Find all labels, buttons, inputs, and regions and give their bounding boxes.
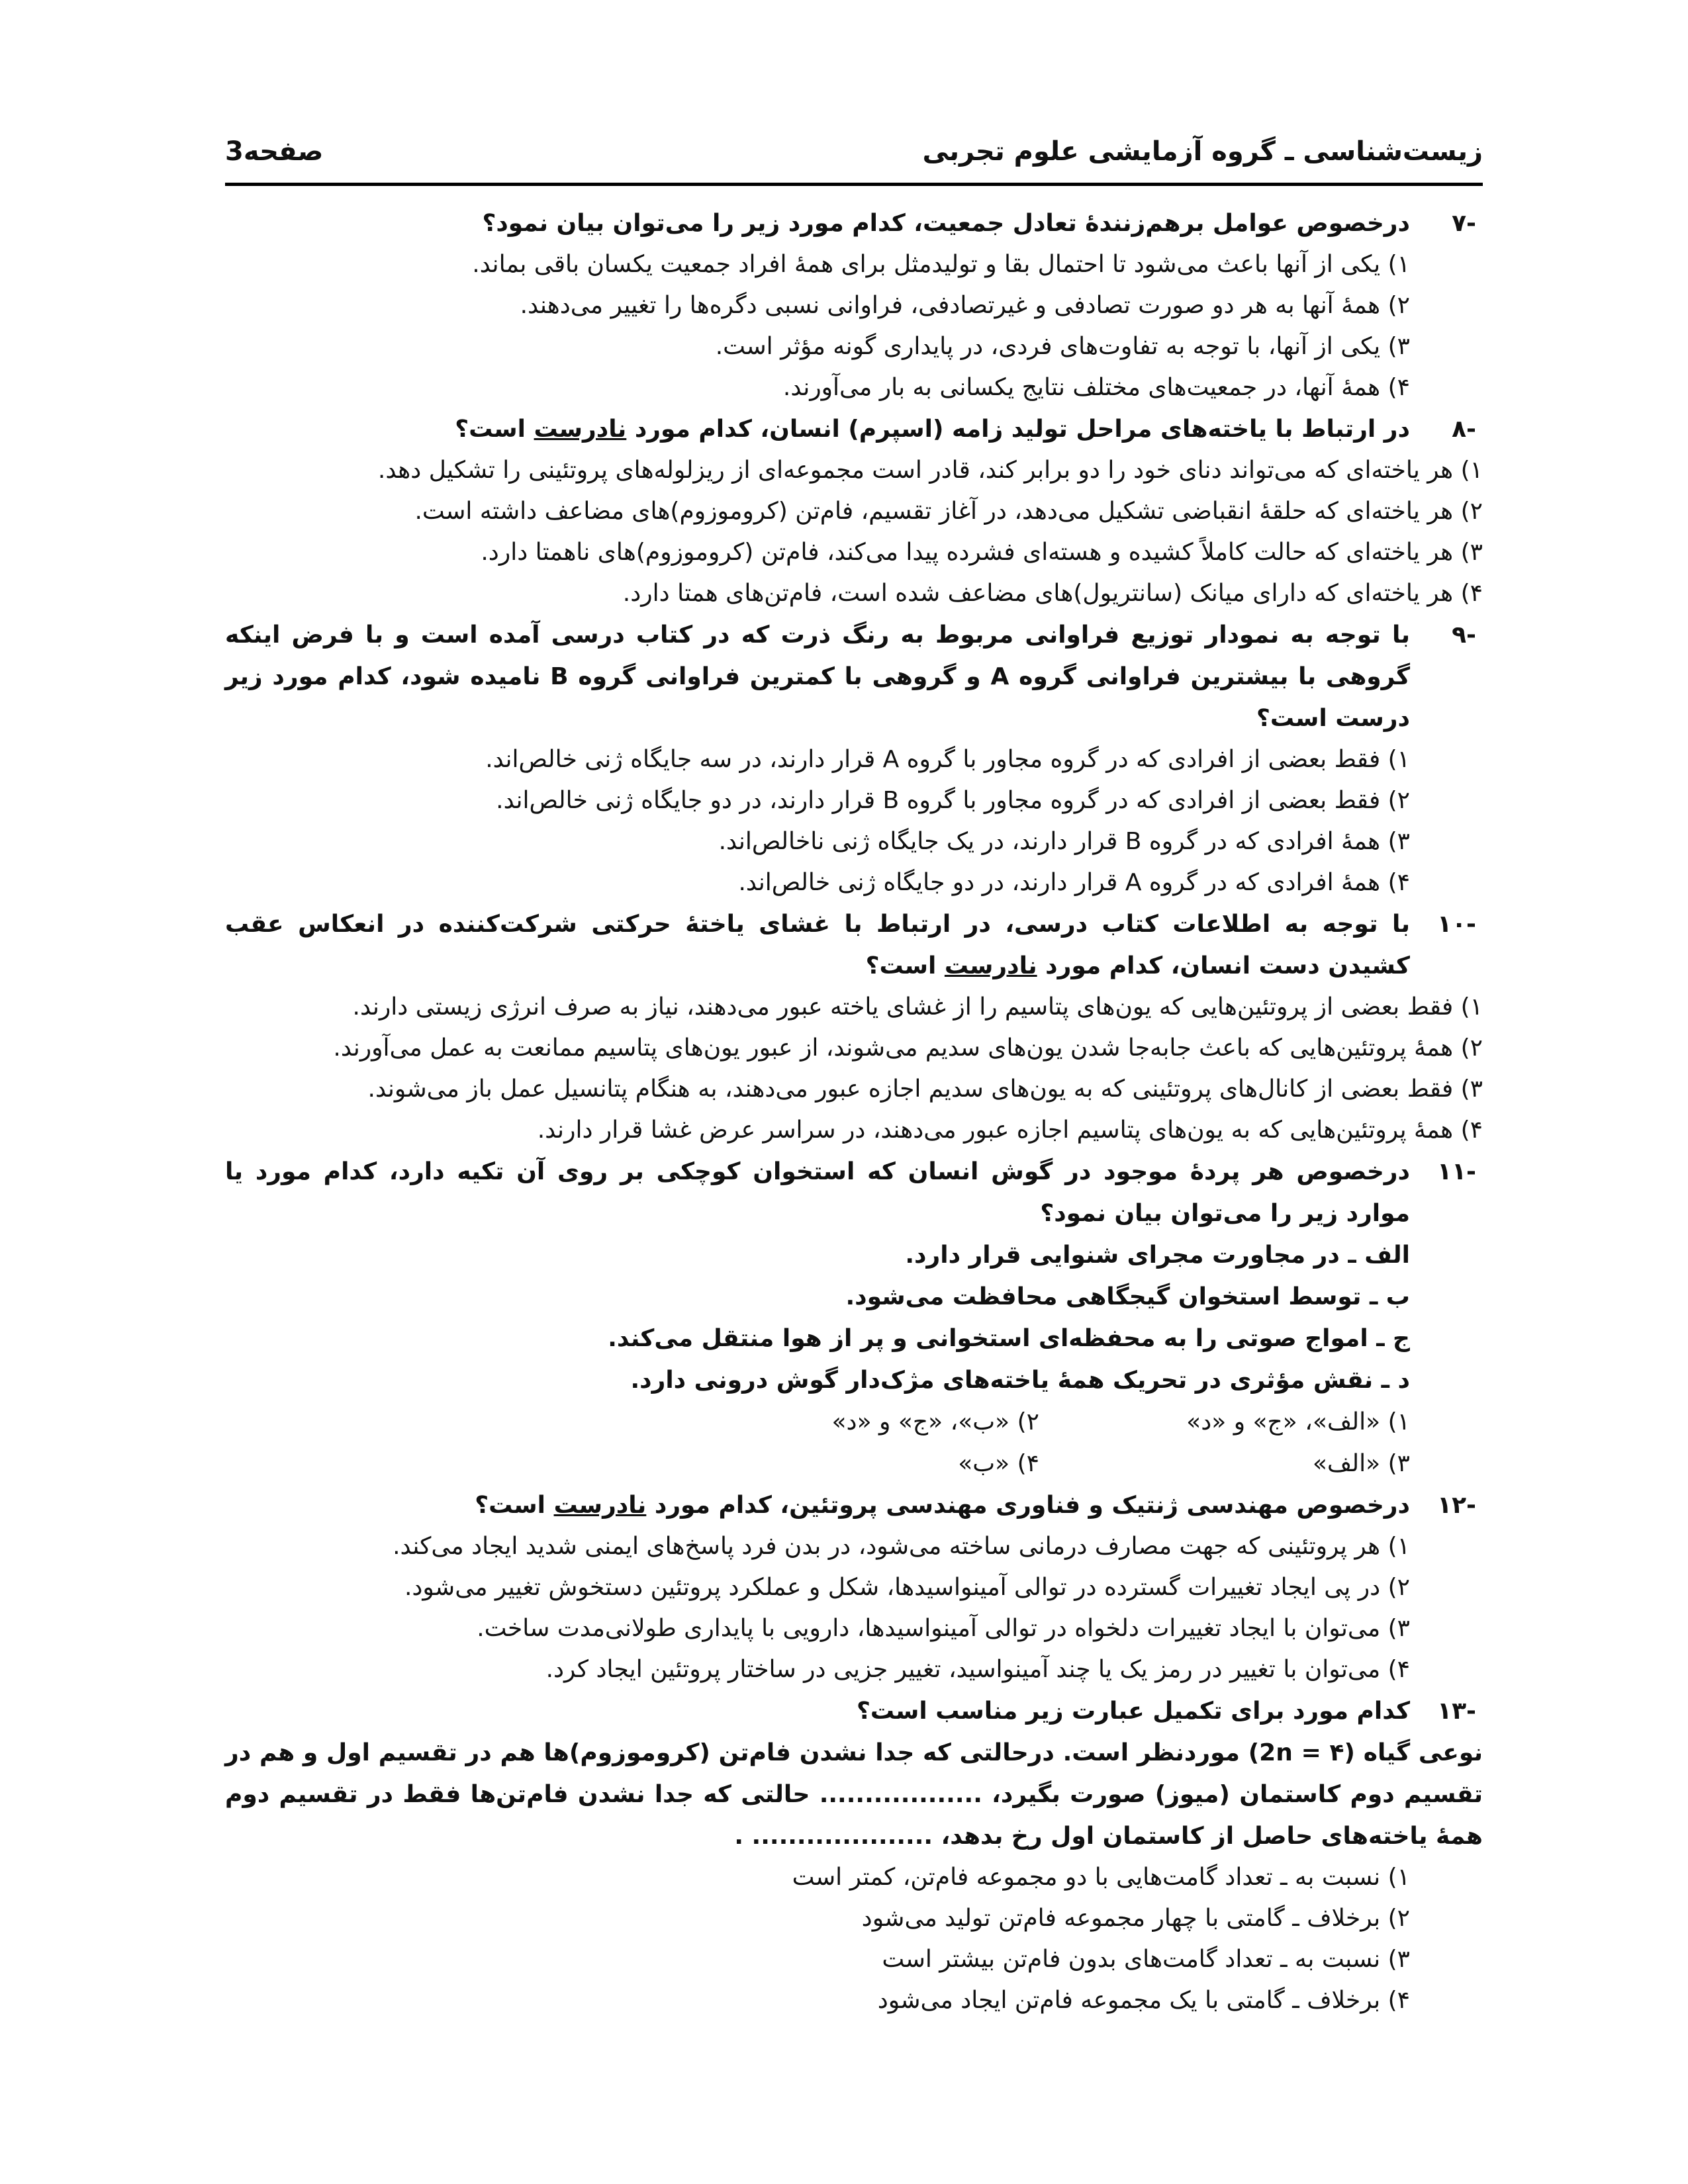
stem-emphasis: نادرست [553,1492,647,1519]
option-2: ۲) هر یاخته‌ای که حلقهٔ انقباضی تشکیل می‌دهد، در آغاز تقسیم، فام‌تن (کروموزوم)های مضاعف داشته است. [414,498,1483,525]
statement-item: ب ـ توسط استخوان گیجگاهی محافظت می‌شود. [845,1283,1410,1310]
stem-emphasis: نادرست [944,952,1037,979]
option-1: ۱) یکی از آنها باعث می‌شود تا احتمال بقا و تولیدمثل برای همهٔ افراد جمعیت یکسان باقی بماند. [472,251,1410,278]
question-stem: درخصوص عوامل برهم‌زنندهٔ تعادل جمعیت، کدام مورد زیر را می‌توان بیان نمود؟ [482,210,1410,237]
statement-item: الف ـ در مجاورت مجرای شنوایی قرار دارد. [905,1242,1410,1269]
option-4: ۴) همهٔ آنها، در جمعیت‌های مختلف نتایج یکسانی به بار می‌آورند. [782,374,1410,401]
option-3: ۳) «الف» [1312,1450,1410,1477]
fill-in-statement: نوعی گیاه (۴ = 2n) موردنظر است. درحالتی که جدا نشدن فام‌تن (کروموزوم)ها هم در تقسیم اول و هم در تقسیم دوم کاستمان (میوز) صورت بگیرد، .................. حالتی که جدا نشدن فام‌تن‌ها فقط در تقسیم دوم همهٔ یاخته‌های حاصل از کاستمان اول رخ بدهد، .................... . [225,1739,1483,1850]
stem-text: در ارتباط با یاخته‌های مراحل تولید زامه (اسپرم) انسان، کدام مورد [626,416,1410,443]
question-number: -۹ [1452,621,1476,649]
option-2: ۲) «ب»، «ج» و «د» [831,1408,1039,1435]
stem-text: درخصوص مهندسی ژنتیک و فناوری مهندسی پروتئین، کدام مورد [646,1492,1410,1519]
option-1: ۱) نسبت به ـ تعداد گامت‌هایی با دو مجموعه فام‌تن، کمتر است [792,1864,1410,1891]
question-stem: درخصوص هر پردهٔ موجود در گوش انسان که استخوان کوچکی بر روی آن تکیه دارد، کدام مورد یا موارد زیر را می‌توان بیان نمود؟ [225,1158,1410,1227]
option-2: ۲) همهٔ پروتئین‌هایی که باعث جابه‌جا شدن یون‌های سدیم می‌شوند، از عبور یون‌های پتاسیم ممانعت به عمل می‌آورند. [333,1034,1483,1062]
option-3: ۳) هر یاخته‌ای که حالت کاملاً کشیده و هسته‌ای فشرده پیدا می‌کند، فام‌تن (کروموزوم)های ناهمتا دارد. [481,539,1483,566]
question-7 [225,203,1483,408]
question-number: -۱۰ [1437,911,1476,938]
stem-text: با توجه به اطلاعات کتاب درسی، در ارتباط با غشای یاختهٔ حرکتی شرکت‌کننده در انعکاس عقب کشیدن دست انسان، کدام مورد [225,911,1410,979]
question-number: -۷ [1452,210,1476,237]
option-4: ۴) برخلاف ـ گامتی با یک مجموعه فام‌تن ایجاد می‌شود [877,1987,1410,2014]
questions-list [225,203,1483,2021]
question-number: -۱۱ [1437,1158,1476,1185]
stem-text-end: است؟ [455,416,534,443]
stem-text-end: است؟ [865,952,945,979]
question-stem [225,1484,1410,1526]
header-title: زیست‌شناسی ـ گروه آزمایشی علوم تجربی [922,136,1483,167]
question-12 [225,1484,1483,1690]
option-3: ۳) می‌توان با ایجاد تغییرات دلخواه در توالی آمینواسیدها، دارویی با پایداری طولانی‌مدت ساخت. [477,1615,1410,1642]
option-1: ۱) فقط بعضی از پروتئین‌هایی که یون‌های پتاسیم را از غشای یاخته عبور می‌دهند، نیاز به صرف انرژی زیستی دارند. [352,993,1483,1021]
option-2: ۲) برخلاف ـ گامتی با چهار مجموعه فام‌تن تولید می‌شود [861,1905,1410,1932]
option-4: ۴) هر یاخته‌ای که دارای میانک (سانتریول)های مضاعف شده است، فام‌تن‌های همتا دارد. [622,580,1483,607]
question-stem: کدام مورد برای تکمیل عبارت زیر مناسب است؟ [857,1698,1410,1725]
question-number: -۱۲ [1437,1492,1476,1519]
option-1: ۱) فقط بعضی از افرادی که در گروه مجاور با گروه A قرار دارند، در سه جایگاه ژنی خالص‌اند. [485,746,1410,773]
option-3: ۳) همهٔ افرادی که در گروه B قرار دارند، در یک جایگاه ژنی ناخالص‌اند. [718,828,1410,855]
option-3: ۳) یکی از آنها، با توجه به تفاوت‌های فردی، در پایداری گونه مؤثر است. [715,333,1410,360]
question-stem [225,903,1483,987]
question-9 [225,614,1483,903]
question-11 [225,1151,1483,1484]
option-4: ۴) همهٔ افرادی که در گروه A قرار دارند، در دو جایگاه ژنی خالص‌اند. [738,869,1410,896]
question-number: -۱۳ [1437,1698,1476,1725]
option-2: ۲) در پی ایجاد تغییرات گسترده در توالی آمینواسیدها، شکل و عملکرد پروتئین دستخوش تغییر می‌شود. [404,1574,1410,1601]
option-1: ۱) هر پروتئینی که جهت مصارف درمانی ساخته می‌شود، در بدن فرد پاسخ‌های ایمنی شدید ایجاد می‌کند. [393,1533,1410,1560]
option-1: ۱) هر یاخته‌ای که می‌تواند دنای خود را دو برابر کند، قادر است مجموعه‌ای از ریزلوله‌های پروتئینی را تشکیل دهد. [377,457,1483,484]
option-4: ۴) می‌توان با تغییر در رمز یک یا چند آمینواسید، تغییر جزیی در ساختار پروتئین ایجاد کرد. [545,1656,1410,1683]
option-4: ۴) «ب» [958,1450,1039,1477]
page-header [225,130,1483,186]
option-3: ۳) فقط بعضی از کانال‌های پروتئینی که به یون‌های سدیم اجازه عبور می‌دهند، به هنگام پتانسیل عمل باز می‌شوند. [367,1075,1483,1103]
option-4: ۴) همهٔ پروتئین‌هایی که به یون‌های پتاسیم اجازه عبور می‌دهند، در سراسر عرض غشا قرار دارند. [537,1116,1483,1144]
statement-item: ج ـ امواج صوتی را به محفظه‌ای استخوانی و پر از هوا منتقل می‌کند. [608,1325,1410,1352]
option-2: ۲) فقط بعضی از افرادی که در گروه مجاور با گروه B قرار دارند، در دو جایگاه ژنی خالص‌اند. [496,787,1410,814]
stem-emphasis: نادرست [534,416,627,443]
question-13 [225,1690,1483,2021]
options-grid [225,1401,1483,1484]
stem-text-end: است؟ [475,1492,554,1519]
question-10 [225,903,1483,1151]
option-2: ۲) همهٔ آنها به هر دو صورت تصادفی و غیرتصادفی، فراوانی نسبی دگره‌ها را تغییر می‌دهند. [520,292,1410,319]
option-3: ۳) نسبت به ـ تعداد گامت‌های بدون فام‌تن بیشتر است [882,1946,1410,1973]
question-8 [225,408,1483,614]
question-stem: با توجه به نمودار توزیع فراوانی مربوط به رنگ ذرت که در کتاب درسی آمده است و با فرض اینکه گروهی با بیشترین فراوانی گروه A و گروهی با کمترین فراوانی گروه B نامیده شود، کدام مورد زیر درست است؟ [225,621,1411,732]
statement-list [225,1234,1483,1401]
option-1: ۱) «الف»، «ج» و «د» [1186,1408,1410,1435]
statement-item: د ـ نقش مؤثری در تحریک همهٔ یاخته‌های مژک‌دار گوش درونی دارد. [630,1367,1410,1394]
question-number: -۸ [1452,416,1476,443]
page-number: صفحه3 [225,136,324,167]
question-stem [225,408,1483,450]
